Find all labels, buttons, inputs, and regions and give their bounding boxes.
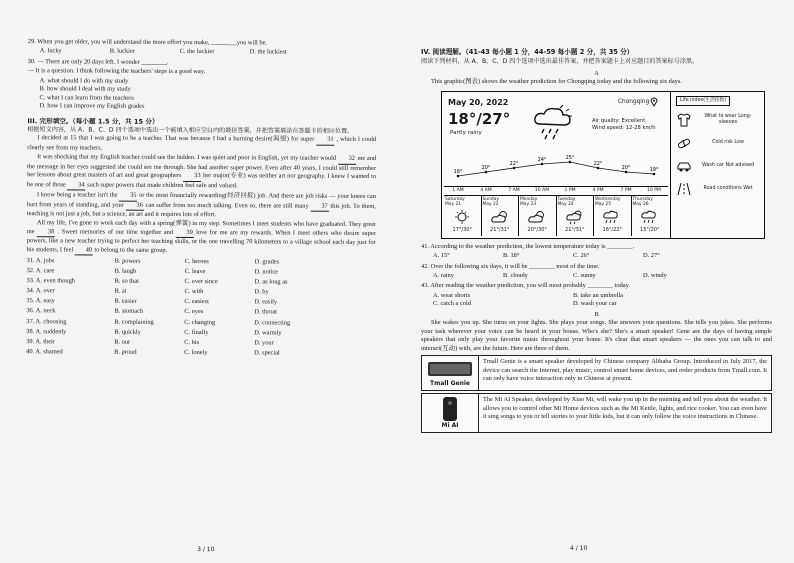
air-quality: Air quality: Excellent bbox=[592, 117, 646, 124]
hour-label: 1 PM bbox=[564, 187, 576, 193]
option: 40. A. shamed bbox=[26, 347, 63, 356]
option: C. changing bbox=[184, 318, 216, 326]
day-temp: 20°/30° bbox=[527, 227, 547, 234]
question-30-response: — It is a question. I think following the teachers' steps is a good way. bbox=[27, 67, 206, 76]
shirt-icon bbox=[676, 112, 692, 128]
option: D. by bbox=[254, 288, 269, 296]
day-date: May 26 bbox=[632, 202, 649, 208]
hour-label: 10 PM bbox=[646, 187, 662, 193]
option: B. at bbox=[114, 287, 127, 296]
hourly-temp-label: 19° bbox=[649, 166, 659, 173]
option: B. our bbox=[114, 338, 131, 346]
option: B. quickly bbox=[114, 328, 141, 336]
section-title: III. 完形填空。（每小题 1.5 分，共 15 分） bbox=[27, 116, 159, 126]
box-text: The Mi AI Speaker, developed by Xiao Mi, will wake you up in the morning and tell you about the weather. It allows you to control other Mi Home devices such as the Mi Kettle, lights, and rice cooker. You can even have it sing songs to you or tell stories to your little kids, but it can only follow the voice instructions in Chinese. bbox=[483, 396, 767, 420]
option: C. lonely bbox=[184, 348, 208, 356]
day-temp: 16°/22° bbox=[602, 227, 622, 234]
option: A. 15° bbox=[433, 252, 450, 260]
box-text: Tmall Genie is a smart speaker developed by Chinese company Alibaba Group. Introduced in July 2017, the device can search the Internet, play music, control smart home devices, and order products from Tmall.com. It can only have voice interaction only in Chinese at present. bbox=[483, 358, 767, 382]
life-item-road bbox=[676, 180, 760, 198]
question-43: 43. After reading the weather prediction, you will most probably ________ today. bbox=[421, 282, 631, 290]
life-item-label: What to wear Long-sleeves bbox=[704, 113, 752, 125]
option: C. what I can learn from the teachers bbox=[39, 93, 134, 102]
day-name: Wednesday bbox=[595, 196, 621, 202]
hourly-point bbox=[569, 160, 572, 163]
cloze-text: , which I could clearly see from my teachers. bbox=[27, 136, 377, 152]
question-42: 42. Over the following six days, it will be ________ most of the time. bbox=[421, 262, 600, 270]
section-title: IV. 阅读理解。（41-43 每小题 1 分，44-59 每小题 2 分，共 35 分） bbox=[421, 48, 634, 56]
option: A. lucky bbox=[39, 47, 62, 55]
option: 37. A. choosing bbox=[26, 317, 67, 325]
cloze-text: I know being a teacher isn't the bbox=[36, 191, 118, 199]
section-instruction: 根据短文内容，从 A、B、C、D 四个选项中选出一个能填入相应空白内的最佳答案，并把答案填涂在答题卡的相应位置。 bbox=[27, 126, 354, 136]
cloze-options bbox=[26, 257, 376, 358]
option: 31. A. jobs bbox=[26, 257, 55, 265]
day-temp: 21°/31° bbox=[565, 227, 585, 234]
option: 38. A. suddenly bbox=[26, 327, 67, 335]
option: D. notice bbox=[254, 268, 279, 276]
day-date: May 21 bbox=[445, 202, 462, 208]
option: D. throat bbox=[254, 308, 278, 316]
option: 34. A. over bbox=[26, 287, 55, 295]
question-41-options bbox=[433, 252, 772, 260]
road-icon bbox=[676, 181, 692, 197]
option: C. heroes bbox=[184, 258, 209, 266]
forecast-day bbox=[482, 196, 520, 236]
option: C. 26° bbox=[573, 252, 590, 260]
mi-ai-box bbox=[421, 393, 772, 433]
question-41: 41. According to the weather prediction, the lowest temperature today is ________. bbox=[421, 242, 635, 250]
question-29-options bbox=[40, 48, 377, 58]
hourly-line bbox=[444, 146, 668, 186]
option: C. the luckier bbox=[179, 48, 215, 56]
option: 35. A. easy bbox=[26, 297, 55, 305]
page-number: 3 / 10 bbox=[197, 546, 215, 554]
passage-intro: This graphic(图表) shows the weather prediction for Chongqing today and the following six days. bbox=[431, 78, 682, 86]
day-date: May 25 bbox=[595, 202, 612, 208]
page-number: 4 / 10 bbox=[570, 545, 588, 553]
hourly-point bbox=[625, 170, 628, 173]
option: B. 18° bbox=[503, 252, 520, 260]
cloze-blank: 34 bbox=[67, 181, 85, 191]
option: B. complaining bbox=[114, 318, 154, 326]
tmall-genie-image bbox=[422, 356, 479, 390]
hourly-point bbox=[541, 162, 544, 165]
weather-city: Chongqing bbox=[618, 98, 650, 105]
location-pin-icon bbox=[650, 97, 658, 107]
cloze-text: or the most financially rewarding(经济回报) job. And there are job risks — your knees can hurt from years of standing, and your bbox=[26, 191, 376, 209]
forecast-day bbox=[632, 196, 669, 236]
pill-icon bbox=[676, 135, 692, 151]
weather-condition: Partly rainy bbox=[450, 129, 482, 136]
rain-icon bbox=[640, 209, 660, 225]
cloze-text: can suffer from too much talking. Even so, there are still many bbox=[145, 201, 309, 210]
day-date: May 23 bbox=[520, 202, 537, 208]
option: D. connecting bbox=[254, 318, 291, 327]
hourly-temp-label: 22° bbox=[593, 160, 603, 167]
cloze-text: her major(专业) was neither art nor geography. I knew I wanted to be one of those bbox=[27, 172, 377, 188]
option: D. special bbox=[254, 349, 280, 357]
cloze-blank: 35 bbox=[119, 192, 137, 202]
option: C. eyes bbox=[184, 308, 204, 316]
option: D. how I can improve my English grades bbox=[39, 102, 145, 110]
option: B. easier bbox=[114, 298, 137, 306]
passage-label: A bbox=[594, 69, 599, 77]
section-instruction: 阅读下列材料，从 A、B、C、D 四个选项中选出最佳答案，并把答案题卡上对应题目的答案标号涂黑。 bbox=[421, 57, 699, 65]
day-name: Thursday bbox=[632, 196, 653, 202]
life-item-cold bbox=[676, 134, 760, 152]
cloud-rain-icon bbox=[530, 104, 580, 140]
cloze-option-row bbox=[26, 298, 375, 308]
day-name: Sunday bbox=[482, 196, 499, 202]
day-name: Tuesday bbox=[557, 196, 576, 202]
life-index-panel bbox=[676, 96, 760, 198]
forecast-day bbox=[594, 196, 632, 236]
cloze-paragraph bbox=[27, 191, 376, 220]
cloze-text: love for me are my rewards. When I meet others who desire super powers, like a new teacher trying to perfect her teaching skills, or the one travelling 70 kilometers to a village school each day just for his students, I feel bbox=[26, 228, 376, 254]
option: C. his bbox=[184, 338, 200, 346]
hour-label: 4 PM bbox=[592, 187, 604, 193]
weather-temperature: 18°/27° bbox=[448, 109, 511, 128]
option: D. 27° bbox=[643, 252, 660, 260]
cloze-blank: 31 bbox=[316, 136, 334, 146]
forecast-day bbox=[557, 196, 595, 236]
option: B. laugh bbox=[114, 267, 137, 276]
option: B. powers bbox=[114, 257, 141, 265]
mi-ai-image bbox=[422, 394, 479, 432]
right-page bbox=[397, 0, 794, 561]
option: D. warmly bbox=[254, 328, 282, 337]
option: D. easily bbox=[254, 298, 278, 306]
option: A. wear shorts bbox=[433, 291, 471, 299]
option: B. take an umbrella bbox=[573, 291, 624, 299]
cloze-text: this job. To them, teaching is not just a job, but a science, an art and it requires lots of effort. bbox=[26, 202, 376, 219]
cloze-blank: 37 bbox=[311, 202, 329, 212]
option: B. proud bbox=[114, 348, 137, 356]
cloze-text: All my life, I've gone to work each day with a spring(弹簧) in my step. Sometimes I meet students who have graduated. They greet me bbox=[26, 219, 376, 236]
option: C. easiest bbox=[184, 298, 209, 306]
day-date: May 24 bbox=[557, 202, 574, 208]
option: D. as long as bbox=[254, 278, 288, 286]
hour-label: 10 AM bbox=[534, 187, 550, 193]
passage-label: B bbox=[594, 310, 599, 318]
cloze-text: . Sweet memories of our time together and bbox=[57, 228, 174, 236]
partly-cloudy-icon bbox=[490, 209, 510, 225]
car-icon bbox=[676, 158, 692, 174]
weather-graphic bbox=[441, 91, 765, 239]
cloze-blank: 36 bbox=[126, 201, 144, 211]
life-item-label: Road conditions Wet bbox=[703, 185, 753, 191]
life-item-label: Cold risk Low bbox=[712, 139, 744, 145]
option: B. luckier bbox=[109, 48, 135, 56]
cloze-text: I decided at 15 that I was going to be a teacher. That was because I had a burning desire(渴望) for super bbox=[37, 134, 315, 144]
cloze-option-row bbox=[26, 338, 375, 348]
cloze-passage bbox=[27, 135, 377, 258]
option: C. finally bbox=[184, 328, 209, 336]
life-item-wear bbox=[676, 111, 760, 129]
hour-label: 4 AM bbox=[480, 187, 492, 193]
cloze-blank: 32 bbox=[338, 155, 356, 165]
option: D. the luckiest bbox=[249, 48, 287, 56]
box-label: Tmall Genie bbox=[430, 380, 470, 388]
hour-label: 7 PM bbox=[620, 187, 632, 193]
cloze-text: me and the message in her eyes suggested she could see me through. She had another super power. Even after 40 years, I could still remember her lessons about great masters of art and great geographers bbox=[27, 155, 377, 180]
option: A. rainy bbox=[433, 272, 454, 279]
cloze-text: such super powers that made children feel safe and valued. bbox=[87, 181, 238, 189]
hourly-temp-label: 24° bbox=[537, 156, 547, 163]
cloze-option-row bbox=[26, 328, 375, 338]
hourly-temp-label: 20° bbox=[481, 164, 491, 171]
divider bbox=[670, 92, 671, 238]
hourly-temperature-chart bbox=[444, 146, 668, 186]
option: 36. A. neck bbox=[26, 307, 56, 315]
day-temp: 17°/30° bbox=[452, 227, 472, 234]
option: D. windy bbox=[643, 272, 667, 279]
daily-forecast bbox=[444, 196, 668, 236]
cloze-text: to belong to the same group. bbox=[94, 246, 168, 254]
sun-shower-icon bbox=[565, 209, 585, 225]
weather-date: May 20, 2022 bbox=[448, 97, 509, 107]
day-name: Saturday bbox=[445, 196, 465, 202]
day-temp: 21°/31° bbox=[490, 227, 510, 234]
option: C. sunny bbox=[573, 272, 596, 279]
day-temp: 15°/20° bbox=[640, 227, 660, 234]
option: D. wash your car bbox=[573, 300, 617, 308]
question-43-options-2 bbox=[433, 300, 772, 308]
partly-cloudy-icon bbox=[527, 209, 547, 225]
cloze-option-row bbox=[26, 288, 375, 298]
box-label: Mi AI bbox=[441, 422, 459, 430]
option: B. how should I deal with my study bbox=[39, 85, 131, 93]
cloze-option-row bbox=[26, 308, 375, 318]
option: B. cloudy bbox=[503, 272, 528, 279]
hourly-time-row bbox=[444, 186, 668, 196]
cloze-paragraph bbox=[27, 220, 376, 258]
option: C. leave bbox=[184, 268, 206, 276]
cloze-option-row bbox=[26, 318, 375, 328]
option: B. so that bbox=[114, 277, 139, 286]
option: C. with bbox=[184, 288, 204, 296]
option: D. grades bbox=[254, 258, 280, 266]
hourly-point bbox=[513, 166, 516, 169]
life-item-label: Wash car Not advised bbox=[701, 162, 755, 168]
sun-icon bbox=[452, 209, 472, 225]
cloze-blank: 40 bbox=[75, 246, 93, 256]
hourly-temp-label: 22° bbox=[509, 160, 519, 167]
hourly-point bbox=[653, 172, 656, 175]
hourly-temp-label: 20° bbox=[621, 164, 631, 171]
hourly-temp-label: 25° bbox=[565, 154, 575, 161]
tmall-genie-box bbox=[421, 355, 772, 391]
option: 39. A. their bbox=[26, 337, 55, 345]
forecast-day bbox=[519, 196, 557, 236]
option: C. catch a cold bbox=[433, 300, 471, 308]
cloze-blank: 39 bbox=[176, 229, 194, 239]
question-43-options bbox=[433, 292, 772, 300]
day-date: May 22 bbox=[482, 202, 499, 208]
hourly-point bbox=[597, 166, 600, 169]
cloze-option-row bbox=[27, 257, 376, 267]
cloze-option-row bbox=[26, 348, 375, 358]
cloze-paragraph bbox=[27, 153, 376, 192]
question-42-options bbox=[433, 272, 772, 280]
option: 32. A. care bbox=[26, 267, 55, 275]
wind-speed: Wind speed: 12-28 km/h bbox=[592, 124, 656, 131]
question-29: 29. When you get older, you will understand the more effort you make, ________you will be. bbox=[27, 38, 268, 47]
option: B. stomach bbox=[114, 308, 144, 316]
hourly-point bbox=[457, 174, 460, 177]
cloze-text: It was shocking that my English teacher could see the hidden. I was quiet and poor in English, yet my teacher would bbox=[37, 153, 337, 163]
cloze-paragraph bbox=[27, 135, 376, 155]
hourly-temp-label: 18° bbox=[453, 168, 463, 175]
option: C. ever since bbox=[184, 278, 218, 286]
speaker-icon bbox=[422, 356, 478, 382]
option: A. what should I do with my study bbox=[39, 77, 129, 85]
speaker-icon bbox=[422, 394, 478, 424]
hour-label: 7 AM bbox=[508, 187, 520, 193]
option: 33. A. even though bbox=[26, 277, 76, 285]
cloze-option-row bbox=[27, 267, 376, 277]
rain-icon bbox=[602, 209, 622, 225]
option: D. your bbox=[254, 338, 274, 347]
day-name: Monday bbox=[520, 196, 538, 202]
cloze-blank: 38 bbox=[37, 228, 55, 238]
passage-b-paragraph: She wakes you up. She turns on your lights. She plays your songs. She answers your questions. She tells you jokes. She performs your task wherever your voice can be heard in your house. Who's she? She's a smart speaker! Gene are the days of having simple speakers that only play your favorite music throughout your home. It's clear that smart speakers — the ones you can talk to and interact(互动) with, are the future. Here are three of them. bbox=[421, 319, 772, 352]
cloze-option-row bbox=[27, 277, 376, 287]
life-index-title: Life index(生活指数) bbox=[676, 96, 730, 106]
cloze-blank: 33 bbox=[183, 172, 201, 182]
life-item-car bbox=[676, 157, 760, 175]
forecast-day bbox=[444, 196, 482, 236]
hourly-point bbox=[485, 170, 488, 173]
hour-label: 1 AM bbox=[452, 187, 464, 193]
question-30: 30. — There are only 20 days left. I wonder ________. bbox=[27, 58, 169, 66]
